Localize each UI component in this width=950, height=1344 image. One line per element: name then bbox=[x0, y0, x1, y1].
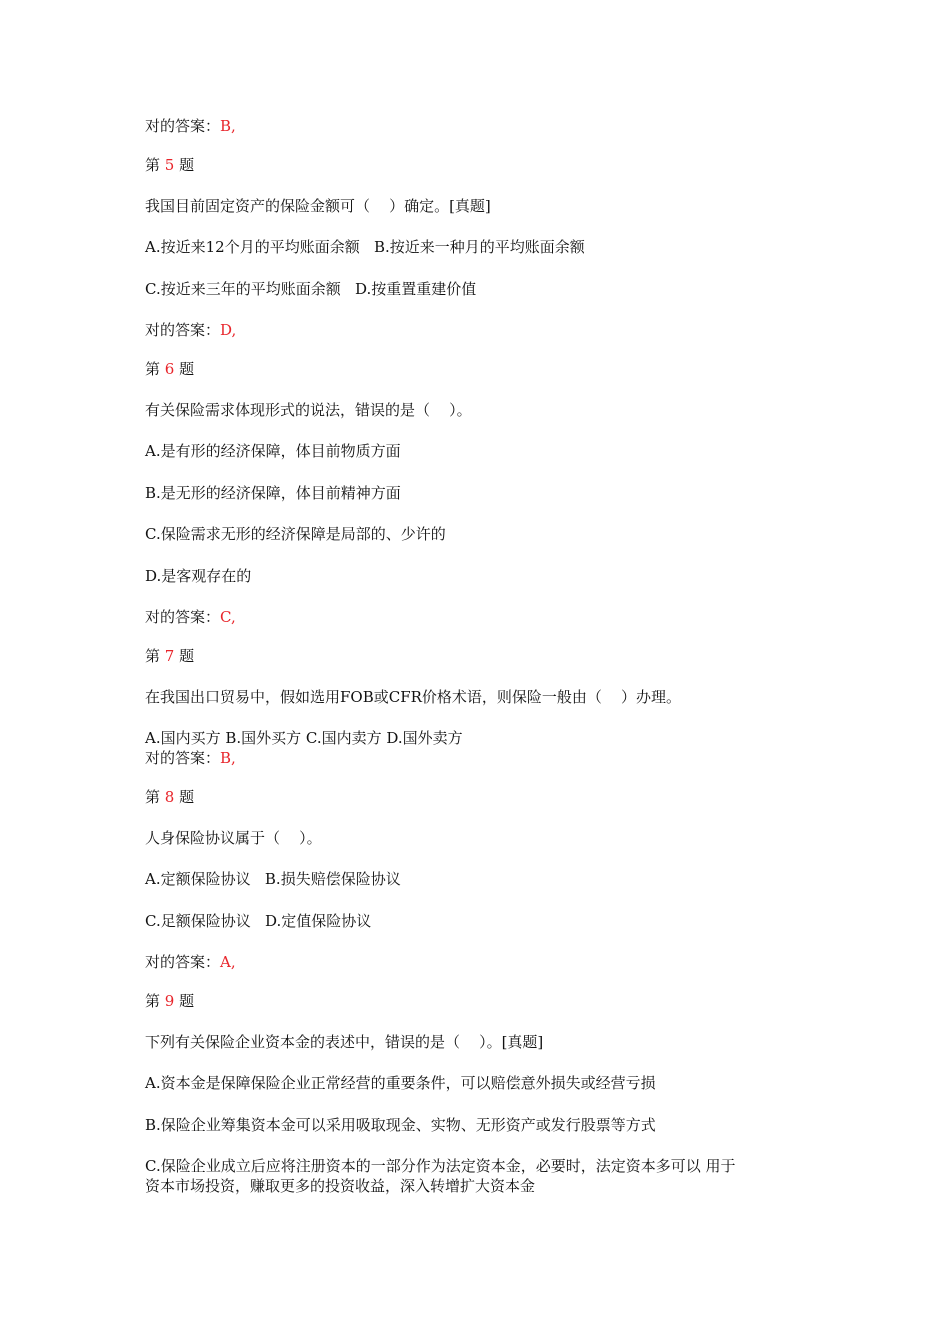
question-heading: 第 5 题 bbox=[145, 156, 195, 174]
answer-value: A, bbox=[220, 953, 236, 971]
option-line: A.国内买方 B.国外买方 C.国内卖方 D.国外卖方 bbox=[145, 729, 463, 747]
option-line: B.是无形的经济保障，体目前精神方面 bbox=[145, 484, 401, 502]
question-number: 7 bbox=[164, 647, 175, 665]
answer-value: C, bbox=[220, 608, 236, 626]
option-line: C.足额保险协议 D.定值保险协议 bbox=[145, 912, 372, 930]
question-heading: 第 9 题 bbox=[145, 992, 195, 1010]
option-line: 资本市场投资，赚取更多的投资收益，深入转增扩大资本金 bbox=[145, 1177, 536, 1195]
option-line: B.保险企业筹集资本金可以采用吸取现金、实物、无形资产或发行股票等方式 bbox=[145, 1116, 656, 1134]
option-line: A.是有形的经济保障，体目前物质方面 bbox=[145, 442, 401, 460]
question-text: 我国目前固定资产的保险金额可（ ）确定。[真题] bbox=[145, 197, 491, 215]
question-text: 在我国出口贸易中，假如选用FOB或CFR价格术语，则保险一般由（ ）办理。 bbox=[145, 688, 681, 706]
question-text: 人身保险协议属于（ ）。 bbox=[145, 829, 322, 847]
answer-line: 对的答案：A, bbox=[145, 953, 236, 971]
option-line: A.资本金是保障保险企业正常经营的重要条件，可以赔偿意外损失或经营亏损 bbox=[145, 1074, 656, 1092]
answer-line: 对的答案：B, bbox=[145, 117, 236, 135]
question-text: 有关保险需求体现形式的说法，错误的是（ ）。 bbox=[145, 401, 472, 419]
option-line: A.按近来12个月的平均账面余额 B.按近来一种月的平均账面余额 bbox=[145, 238, 585, 256]
question-number: 9 bbox=[164, 992, 175, 1010]
option-line: C.保险企业成立后应将注册资本的一部分作为法定资本金，必要时，法定资本多可以 用于 bbox=[145, 1157, 736, 1175]
question-number: 5 bbox=[164, 156, 175, 174]
answer-line: 对的答案：C, bbox=[145, 608, 236, 626]
answer-value: B, bbox=[220, 749, 236, 767]
question-number: 8 bbox=[164, 788, 175, 806]
question-heading: 第 7 题 bbox=[145, 647, 195, 665]
answer-line: 对的答案：D, bbox=[145, 321, 237, 339]
option-line: C.按近来三年的平均账面余额 D.按重置重建价值 bbox=[145, 280, 477, 298]
question-heading: 第 8 题 bbox=[145, 788, 195, 806]
question-heading: 第 6 题 bbox=[145, 360, 195, 378]
option-line: D.是客观存在的 bbox=[145, 567, 252, 585]
answer-line: 对的答案：B, bbox=[145, 749, 236, 767]
answer-value: B, bbox=[220, 117, 236, 135]
question-text: 下列有关保险企业资本金的表述中，错误的是（ ）。[真题] bbox=[145, 1033, 544, 1051]
answer-value: D, bbox=[220, 321, 237, 339]
option-line: C.保险需求无形的经济保障是局部的、少许的 bbox=[145, 525, 446, 543]
question-number: 6 bbox=[164, 360, 175, 378]
option-line: A.定额保险协议 B.损失赔偿保险协议 bbox=[145, 870, 401, 888]
